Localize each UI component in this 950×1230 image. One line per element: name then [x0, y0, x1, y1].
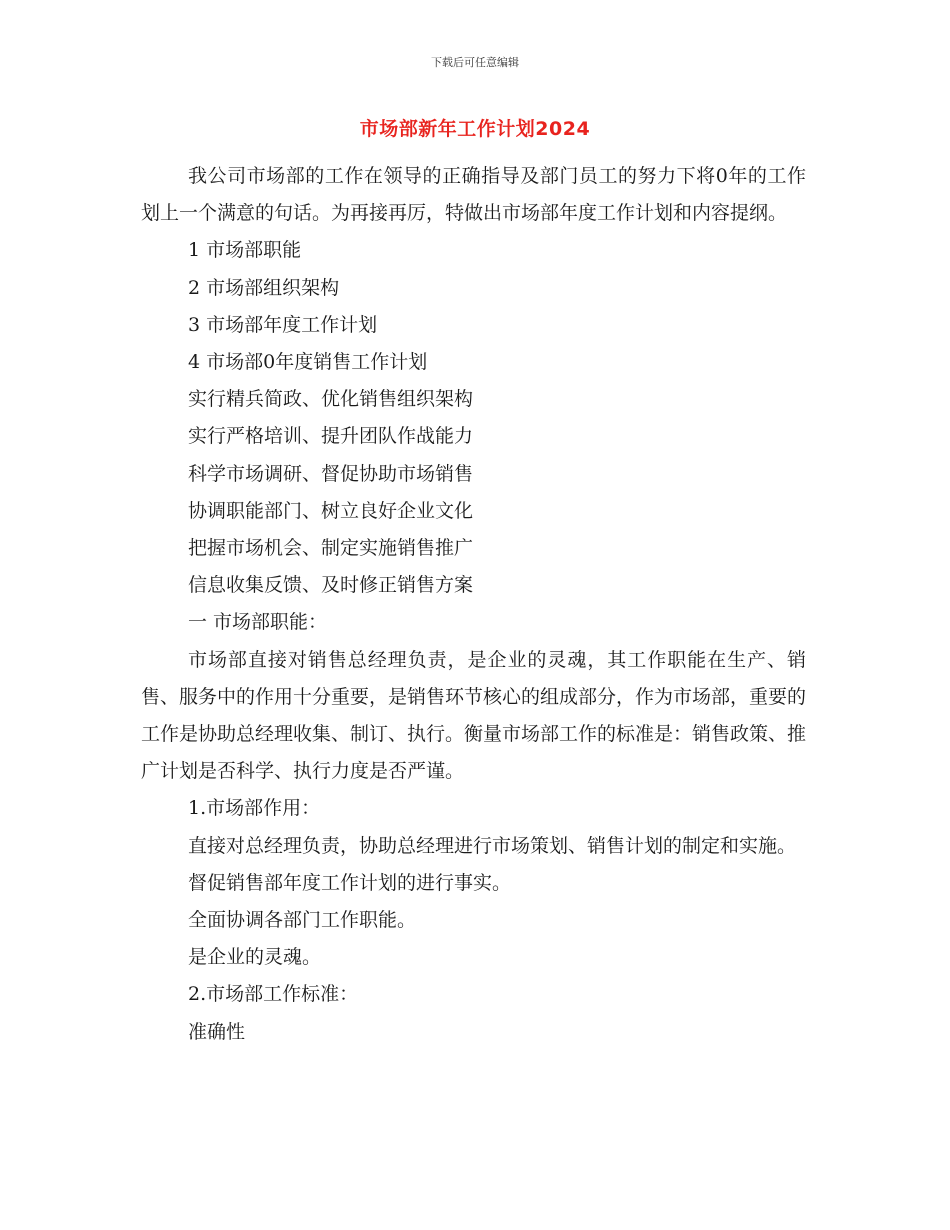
strategy-item: 协调职能部门、树立良好企业文化	[188, 499, 474, 522]
outline-item: 2 市场部组织架构	[188, 276, 340, 299]
body-paragraph: 直接对总经理负责，协助总经理进行市场策划、销售计划的制定和实施。	[188, 834, 797, 857]
outline-item: 1 市场部职能	[188, 239, 302, 262]
body-line: 是企业的灵魂。	[188, 946, 322, 969]
body-line: 督促销售部年度工作计划的进行事实。	[188, 871, 512, 894]
document-title: 市场部新年工作计划2024	[359, 118, 591, 140]
strategy-item: 实行精兵简政、优化销售组织架构	[188, 388, 474, 411]
outline-item: 3 市场部年度工作计划	[188, 313, 378, 336]
document-body	[141, 158, 806, 1051]
header-note: 下载后可任意编辑	[431, 56, 519, 69]
strategy-item: 实行严格培训、提升团队作战能力	[188, 425, 474, 448]
intro-paragraph: 我公司市场部的工作在领导的正确指导及部门员工的努力下将0年的工作划上一个满意的句话。为再接再厉，特做出市场部年度工作计划和内容提纲。	[141, 165, 806, 225]
subsection-heading: 2.市场部工作标准：	[188, 983, 359, 1006]
outline-item: 4 市场部0年度销售工作计划	[188, 351, 428, 374]
subsection-heading: 1.市场部作用：	[188, 797, 321, 820]
strategy-item: 科学市场调研、督促协助市场销售	[188, 462, 474, 485]
section-paragraph: 市场部直接对销售总经理负责，是企业的灵魂，其工作职能在生产、销售、服务中的作用十分重要，是销售环节核心的组成部分，作为市场部，重要的工作是协助总经理收集、制订、执行。衡量市场部工作的标准是：销售政策、推广计划是否科学、执行力度是否严谨。	[141, 648, 807, 783]
strategy-item: 信息收集反馈、及时修正销售方案	[188, 574, 474, 597]
section-heading: 一 市场部职能：	[188, 611, 328, 634]
body-line: 全面协调各部门工作职能。	[188, 909, 417, 932]
body-line: 准确性	[188, 1020, 246, 1043]
strategy-item: 把握市场机会、制定实施销售推广	[188, 537, 474, 560]
